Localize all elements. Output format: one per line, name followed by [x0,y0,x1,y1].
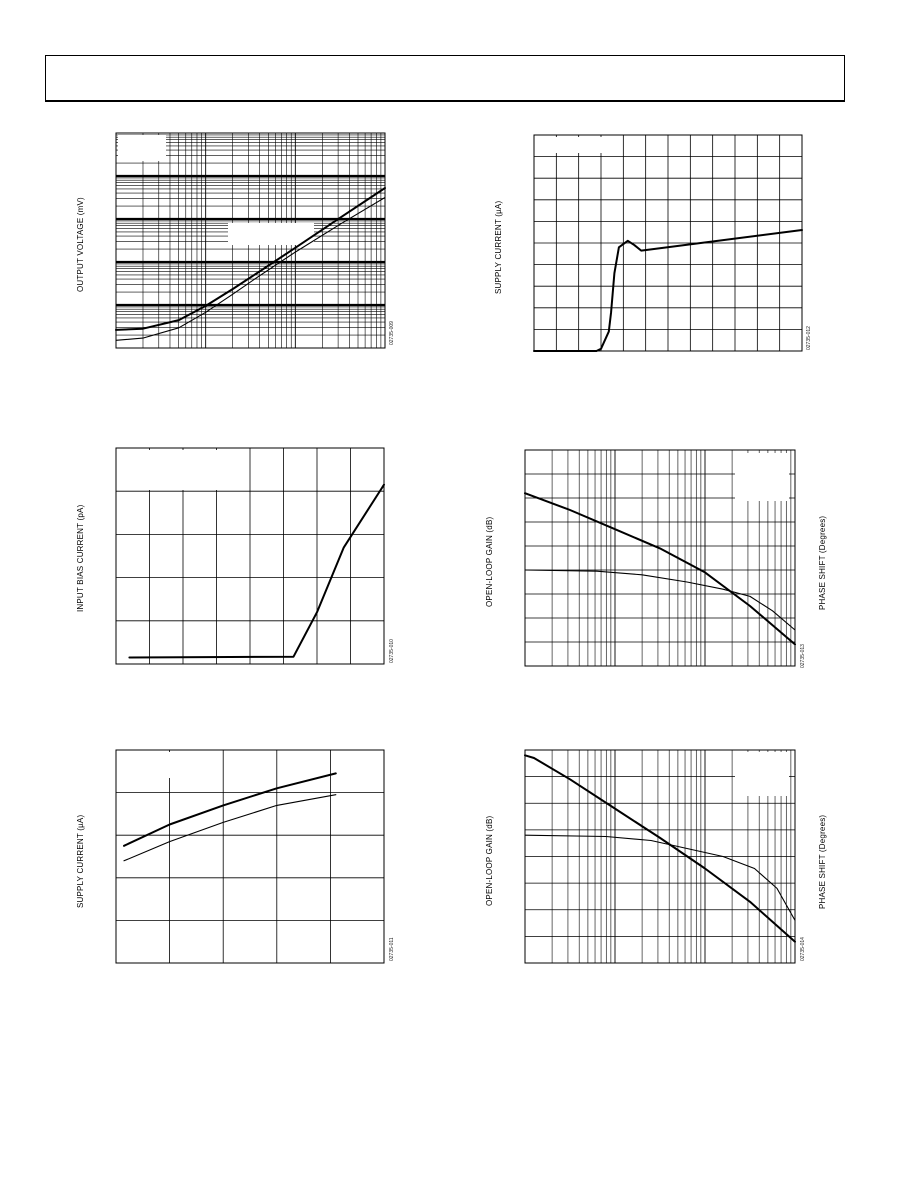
secondary-y-axis-label: PHASE SHIFT (Degrees) [818,515,827,610]
figure-id: 02735-014 [800,937,806,961]
y-axis-label: SUPPLY CURRENT (µA) [494,200,503,294]
figure-id: 02735-009 [389,321,395,345]
figure-id: 02735-010 [389,639,395,663]
y-axis-label: OPEN-LOOP GAIN (dB) [485,516,494,607]
figure-id: 02735-011 [389,937,395,961]
data-series-line [525,835,795,920]
plot-area [525,750,795,963]
legend-area [735,752,789,796]
figure-id: 02735-013 [800,644,806,668]
figure-id: 02735-012 [806,326,812,350]
secondary-y-axis-label: PHASE SHIFT (Degrees) [818,814,827,909]
y-axis-label: INPUT BIAS CURRENT (pA) [76,504,85,612]
y-axis-label: OUTPUT VOLTAGE (mV) [76,197,85,292]
y-axis-label: SUPPLY CURRENT (µA) [76,814,85,908]
y-axis-label: OPEN-LOOP GAIN (dB) [485,815,494,906]
